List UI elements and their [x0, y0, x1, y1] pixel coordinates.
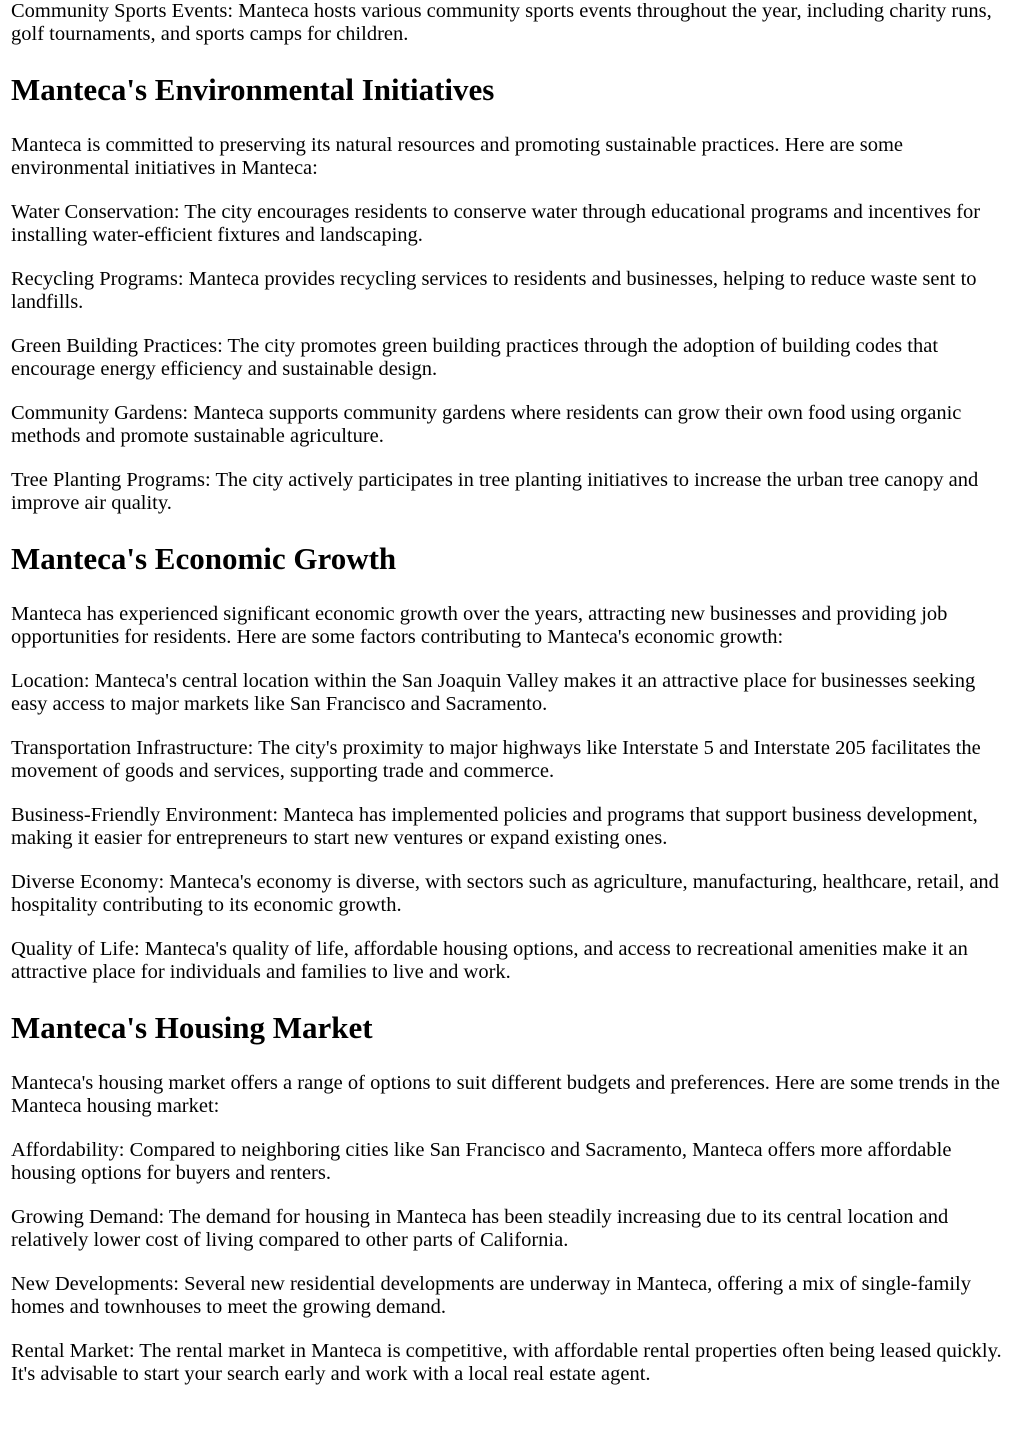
diverse-economy-paragraph: Diverse Economy: Manteca's economy is diverse, with sectors such as agriculture, manufacturing, healthcare, retail, and hospitality contributing to its economic growth. [11, 871, 999, 916]
location-paragraph: Location: Manteca's central location within the San Joaquin Valley makes it an attractive place for businesses seeking easy access to major markets like San Francisco and Sacramento. [11, 670, 976, 715]
section-intro-paragraph: Manteca is committed to preserving its natural resources and promoting sustainable practices. Here are some environmental initiatives in Manteca: [11, 134, 904, 179]
rental-market-paragraph: Rental Market: The rental market in Manteca is competitive, with affordable rental properties often being leased quickly. It's advisable to start your search early and work with a local real estate agent. [11, 1340, 1002, 1385]
section-heading: Manteca's Economic Growth [11, 541, 397, 576]
new-developments-paragraph: New Developments: Several new residential developments are underway in Manteca, offering a mix of single-family homes and townhouses to meet the growing demand. [11, 1273, 971, 1318]
housing-market-section [11, 1010, 1013, 1386]
growing-demand-paragraph: Growing Demand: The demand for housing in Manteca has been steadily increasing due to its central location and relatively lower cost of living compared to other parts of California. [11, 1206, 949, 1251]
water-conservation-paragraph: Water Conservation: The city encourages residents to conserve water through educational programs and incentives for installing water-efficient fixtures and landscaping. [11, 201, 981, 246]
economic-growth-section [11, 541, 1013, 984]
affordability-paragraph: Affordability: Compared to neighboring cities like San Francisco and Sacramento, Manteca offers more affordable housing options for buyers and renters. [11, 1139, 952, 1184]
transportation-paragraph: Transportation Infrastructure: The city's proximity to major highways like Interstate 5 and Interstate 205 facilitates the movement of goods and services, supporting trade and commerce. [11, 737, 981, 782]
tree-planting-paragraph: Tree Planting Programs: The city actively participates in tree planting initiatives to increase the urban tree canopy and improve air quality. [11, 469, 979, 514]
green-building-paragraph: Green Building Practices: The city promotes green building practices through the adoption of building codes that encourage energy efficiency and sustainable design. [11, 335, 939, 380]
quality-of-life-paragraph: Quality of Life: Manteca's quality of life, affordable housing options, and access to recreational amenities make it an attractive place for individuals and families to live and work. [11, 938, 968, 983]
business-friendly-paragraph: Business-Friendly Environment: Manteca has implemented policies and programs that support business development, making it easier for entrepreneurs to start new ventures or expand existing ones. [11, 804, 978, 849]
environmental-initiatives-section [11, 72, 1013, 515]
section-heading: Manteca's Environmental Initiatives [11, 72, 495, 107]
section-intro-paragraph: Manteca has experienced significant economic growth over the years, attracting new businesses and providing job opportunities for residents. Here are some factors contributing to Manteca's economic growth: [11, 603, 948, 648]
community-gardens-paragraph: Community Gardens: Manteca supports community gardens where residents can grow their own food using organic methods and promote sustainable agriculture. [11, 402, 962, 447]
section-heading: Manteca's Housing Market [11, 1010, 373, 1045]
recycling-programs-paragraph: Recycling Programs: Manteca provides recycling services to residents and businesses, helping to reduce waste sent to landfills. [11, 268, 977, 313]
section-intro-paragraph: Manteca's housing market offers a range of options to suit different budgets and preferences. Here are some trends in the Manteca housing market: [11, 1072, 1000, 1117]
community-sports-paragraph: Community Sports Events: Manteca hosts various community sports events throughout the year, including charity runs, golf tournaments, and sports camps for children. [11, 0, 992, 45]
